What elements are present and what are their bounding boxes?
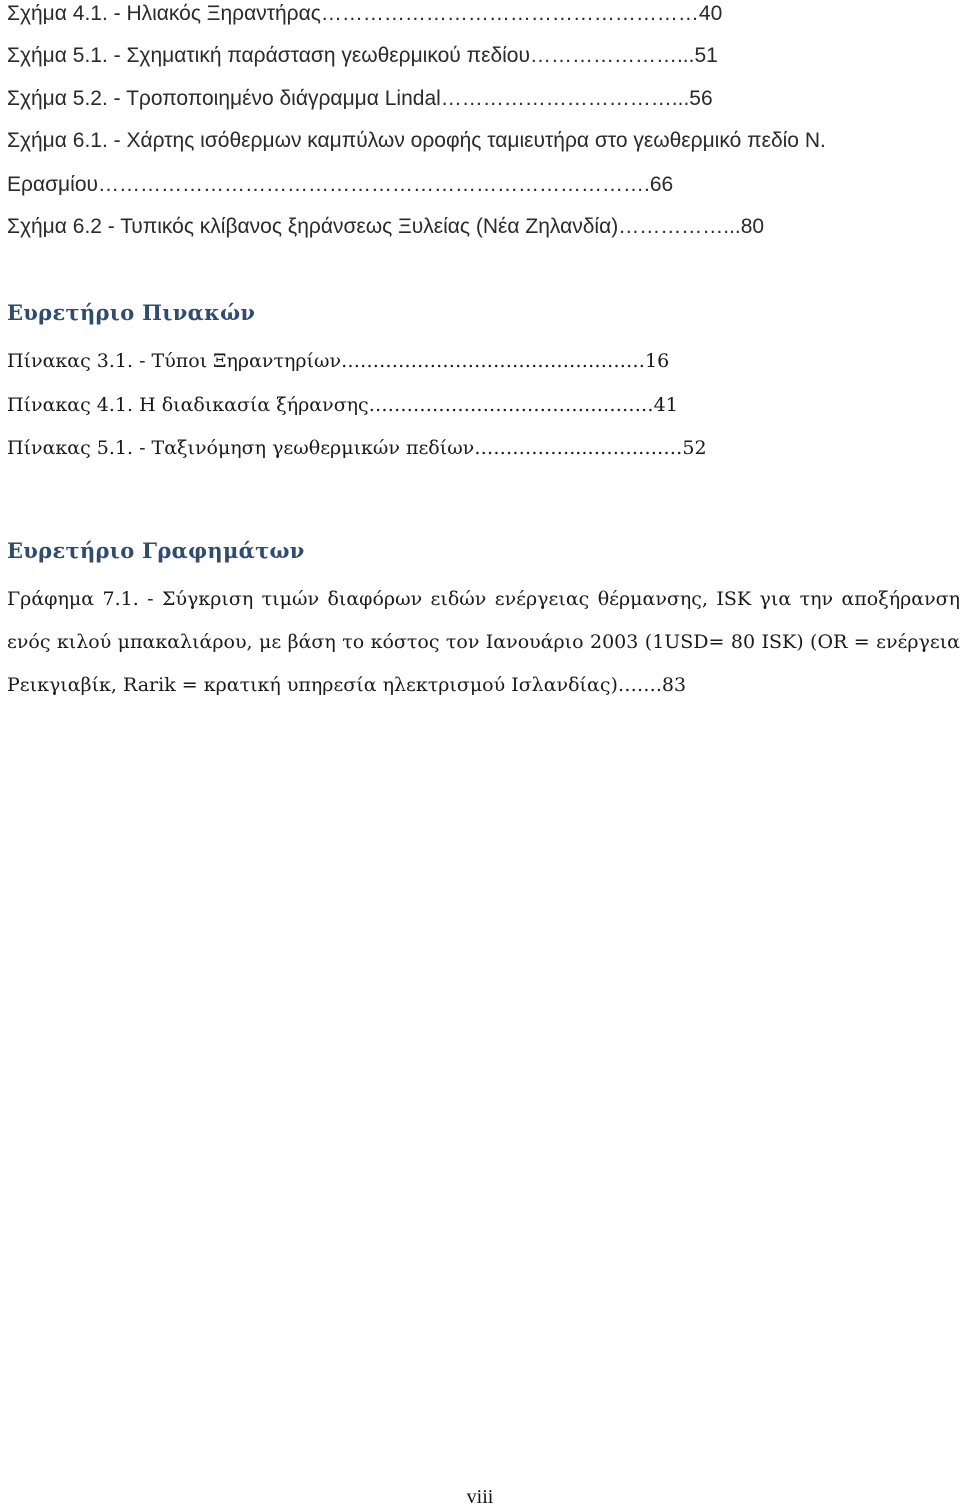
figure-entry-6-2: Σχήμα 6.2 - Τυπικός κλίβανος ξηράνσεως Ξυλείας (Νέα Ζηλανδία)……………...80: [7, 215, 765, 238]
tables-index-heading: Ευρετήριο Πινακών: [7, 300, 256, 325]
table-entry-3-1: Πίνακας 3.1. - Τύποι Ξηραντηρίων…………………………………………16: [7, 350, 670, 372]
figure-entry-5-2: Σχήμα 5.2. - Τροποποιημένο διάγραμμα Lindal……………………………...56: [7, 87, 713, 110]
figure-entry-4-1: Σχήμα 4.1. - Ηλιακός Ξηραντήρας………………………………………………40: [7, 2, 723, 25]
graphs-index-heading: Ευρετήριο Γραφημάτων: [7, 538, 305, 563]
figure-entry-5-1: Σχήμα 5.1. - Σχηματική παράσταση γεωθερμικού πεδίου…………………...51: [7, 44, 718, 67]
figure-entry-6-1-continued: Ερασμίου…………………………………………………………………….66: [7, 173, 674, 196]
figure-entry-6-1: Σχήμα 6.1. - Χάρτης ισόθερμων καμπύλων οροφής ταμιευτήρα στο γεωθερμικό πεδίο Ν.: [7, 129, 826, 152]
table-entry-4-1: Πίνακας 4.1. Η διαδικασία ξήρανσης………………………………………41: [7, 394, 678, 416]
table-entry-5-1: Πίνακας 5.1. - Ταξινόμηση γεωθερμικών πεδίων……………...……………52: [7, 437, 707, 459]
graph-entry-7-1: Γράφημα 7.1. - Σύγκριση τιμών διαφόρων ειδών ενέργειας θέρμανσης, ISK για την αποξήρανση ενός κιλού μπακαλιάρου, με βάση το κόστος τον Ιανουάριο 2003 (1USD= 80 ISK) (OR = ενέργεια Ρεικγιαβίκ, Rarik = κρατική υπηρεσία ηλεκτρισμού Ισλανδίας)…….83: [7, 588, 960, 696]
page-number: viii: [466, 1486, 494, 1508]
